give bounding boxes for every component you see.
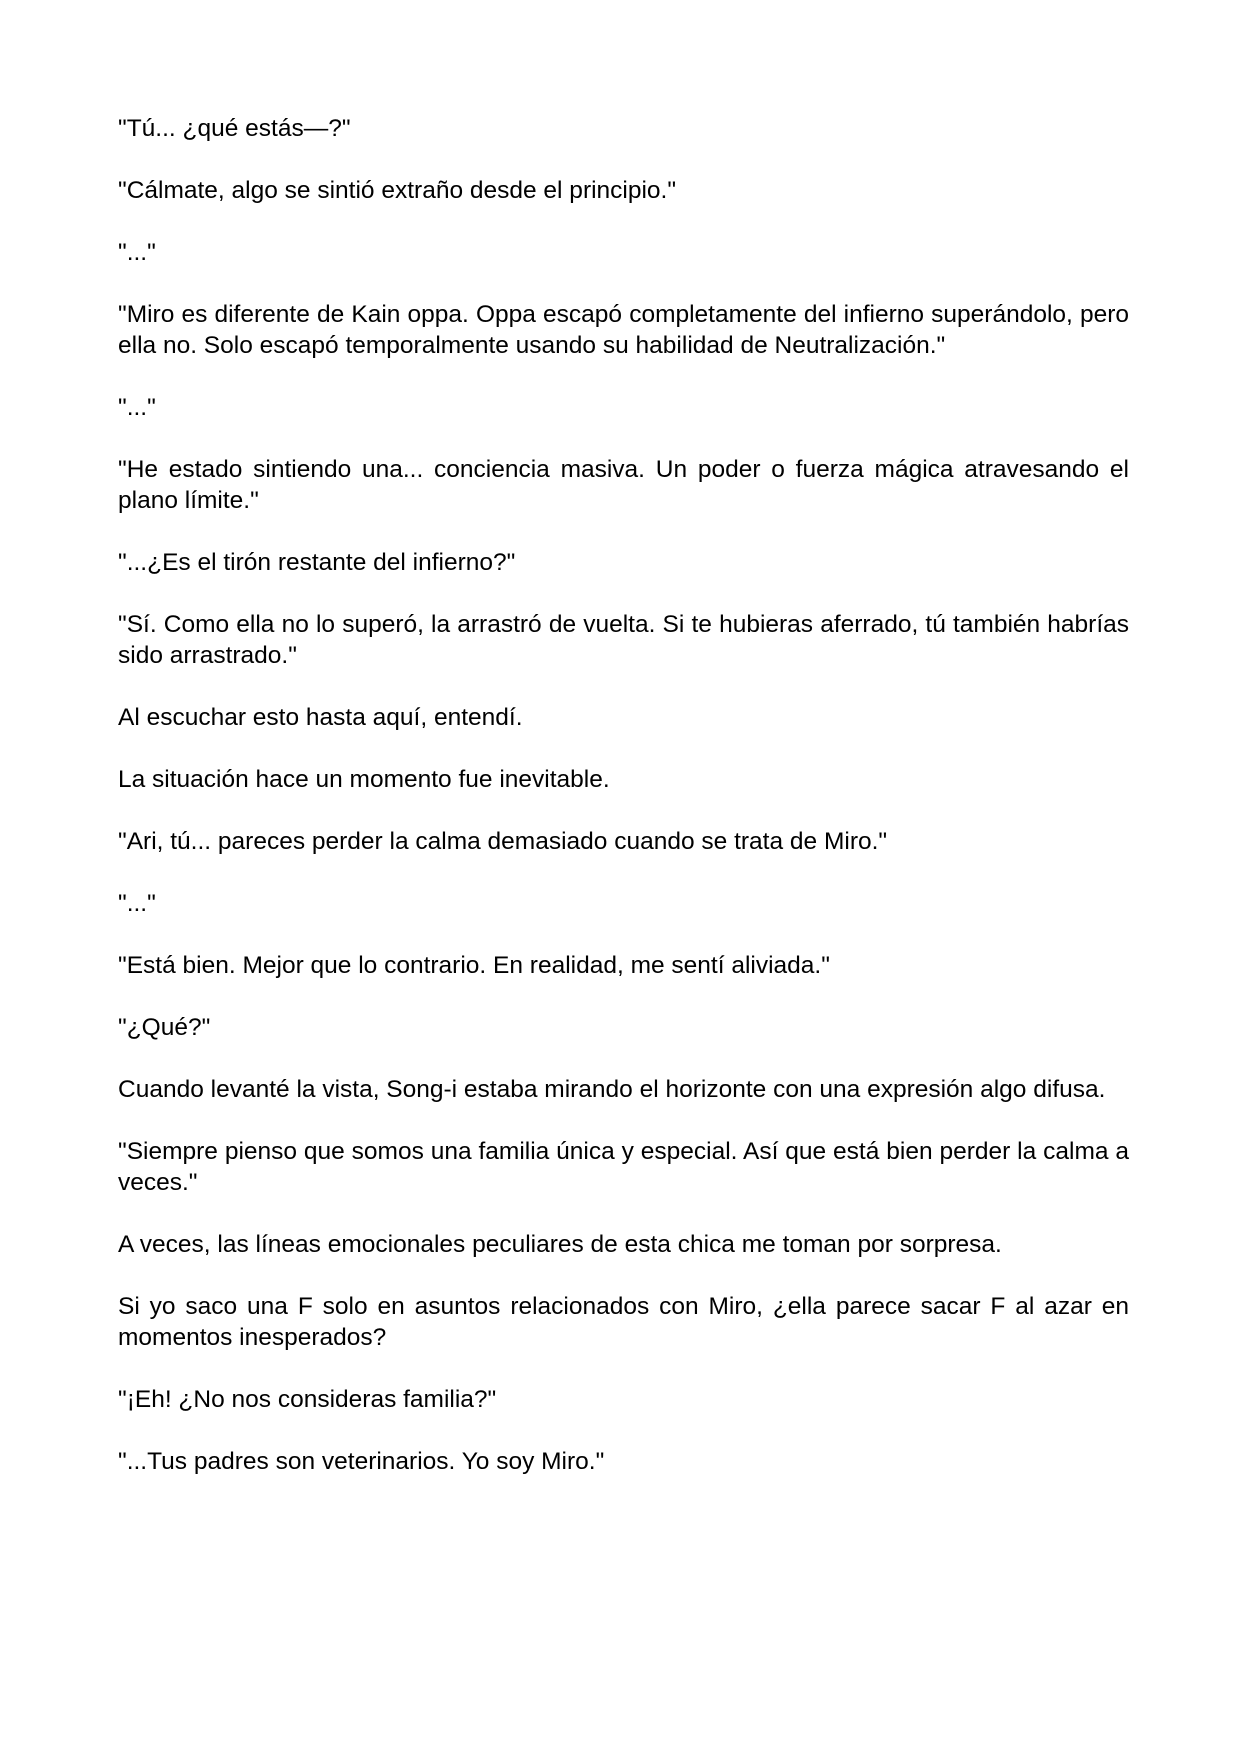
paragraph: "Cálmate, algo se sintió extraño desde el principio.": [118, 177, 677, 204]
paragraph: "...Tus padres son veterinarios. Yo soy Miro.": [118, 1448, 605, 1475]
paragraph: Al escuchar esto hasta aquí, entendí.: [118, 704, 523, 731]
paragraph: "He estado sintiendo una... conciencia masiva. Un poder o fuerza mágica atravesando el plano límite.": [118, 456, 1129, 514]
paragraph: "Sí. Como ella no lo superó, la arrastró de vuelta. Si te hubieras aferrado, tú también habrías sido arrastrado.": [118, 611, 1129, 669]
paragraph: "...": [118, 890, 156, 917]
paragraph: La situación hace un momento fue inevitable.: [118, 766, 610, 793]
paragraph: "Está bien. Mejor que lo contrario. En realidad, me sentí aliviada.": [118, 952, 830, 979]
paragraph: "...": [118, 239, 156, 266]
paragraph: "Siempre pienso que somos una familia única y especial. Así que está bien perder la calma a veces.": [118, 1138, 1129, 1196]
paragraph: "Tú... ¿qué estás—?": [118, 115, 351, 142]
paragraph: Si yo saco una F solo en asuntos relacionados con Miro, ¿ella parece sacar F al azar en momentos inesperados?: [118, 1293, 1129, 1351]
paragraph: "Miro es diferente de Kain oppa. Oppa escapó completamente del infierno superándolo, pero ella no. Solo escapó temporalmente usando su habilidad de Neutralización.": [118, 301, 1129, 359]
body-text: [118, 113, 1129, 1477]
paragraph: "...": [118, 394, 156, 421]
paragraph: Cuando levanté la vista, Song-i estaba mirando el horizonte con una expresión algo difusa.: [118, 1076, 1106, 1103]
paragraph: "...¿Es el tirón restante del infierno?": [118, 549, 516, 576]
paragraph: "¡Eh! ¿No nos consideras familia?": [118, 1386, 497, 1413]
paragraph: A veces, las líneas emocionales peculiares de esta chica me toman por sorpresa.: [118, 1231, 1002, 1258]
paragraph: "¿Qué?": [118, 1014, 211, 1041]
paragraph: "Ari, tú... pareces perder la calma demasiado cuando se trata de Miro.": [118, 828, 888, 855]
